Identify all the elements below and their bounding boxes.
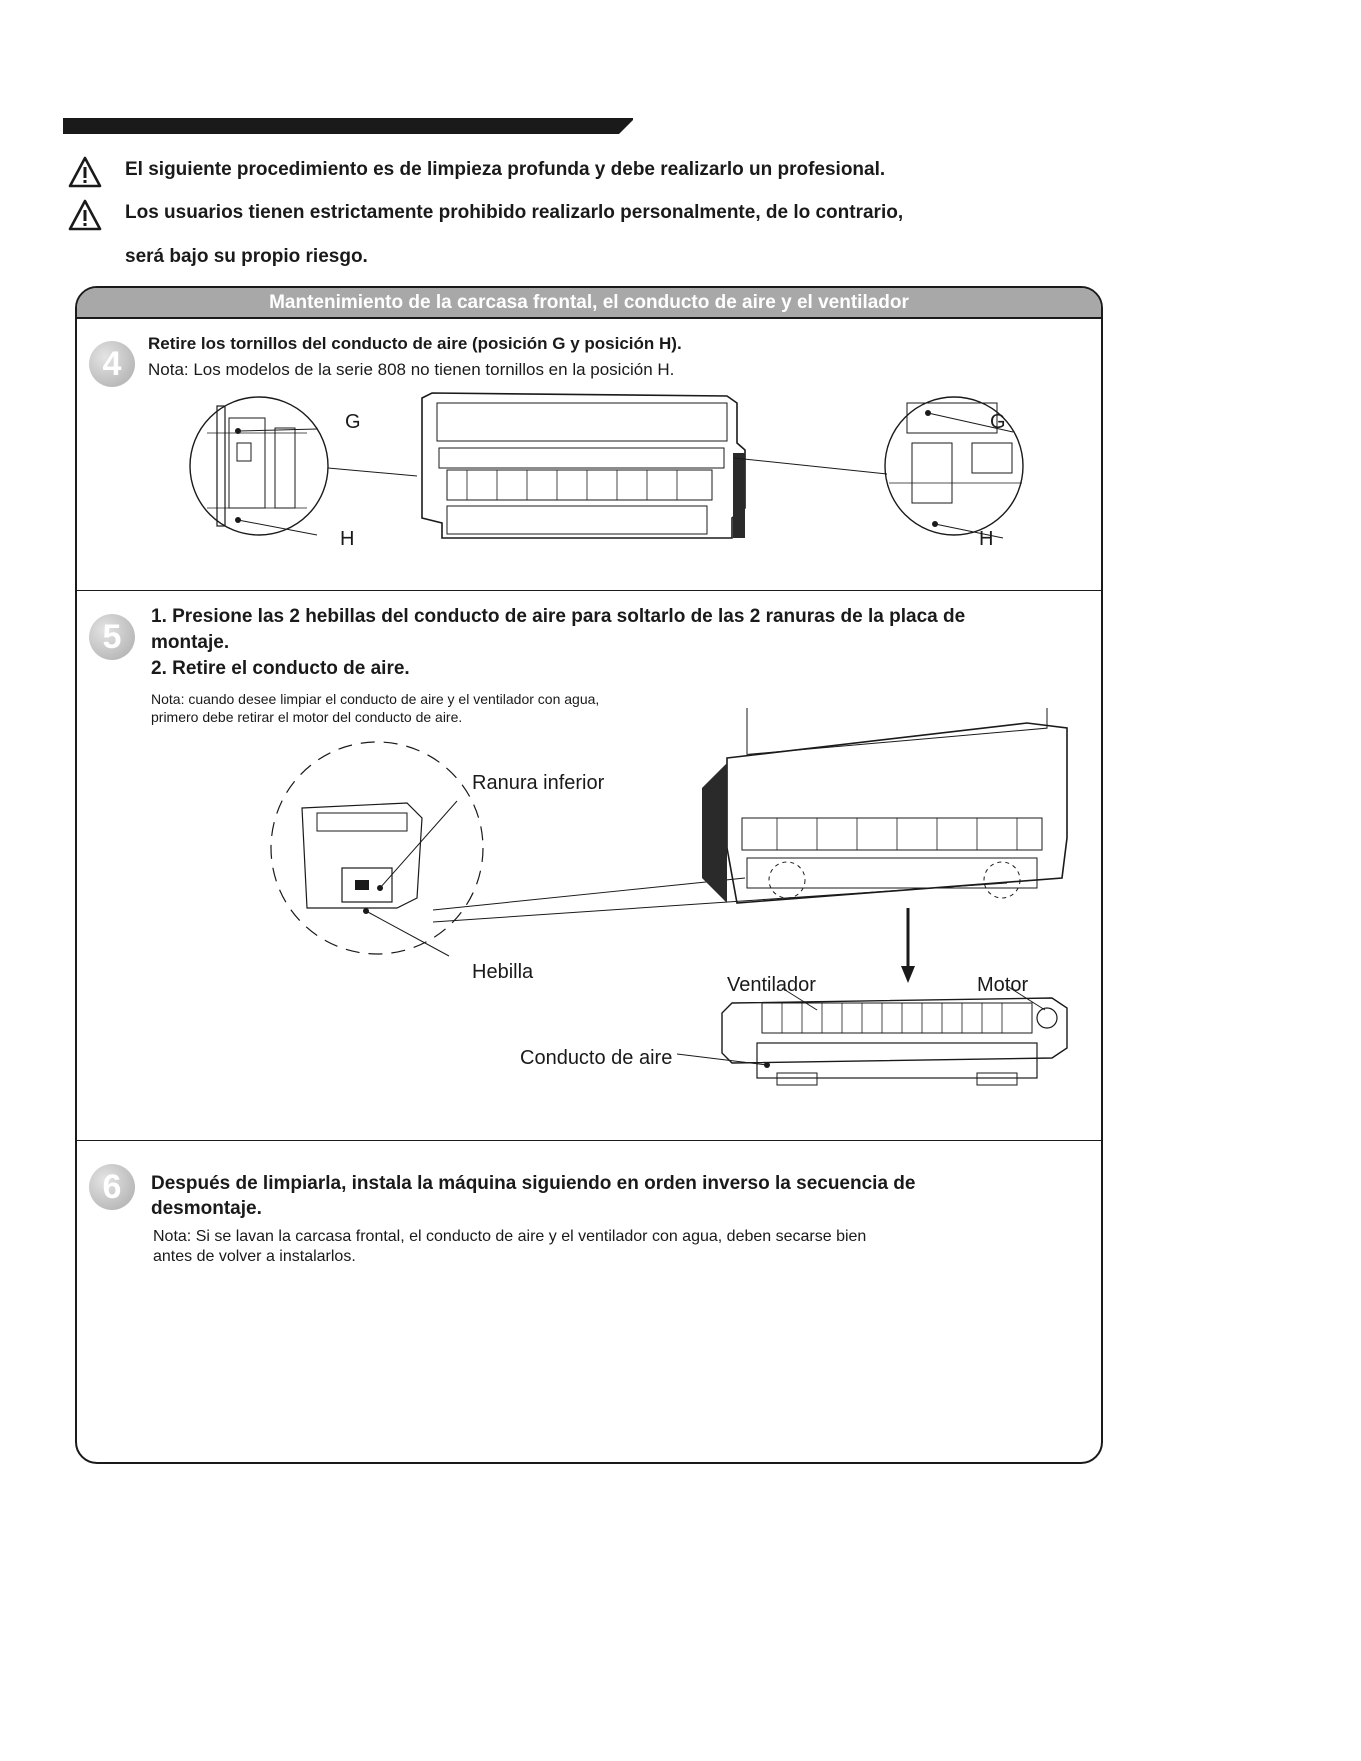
warning-1 [68,159,1068,189]
step-4-note: Nota: Los modelos de la serie 808 no tienen tornillos en la posición H. [148,360,675,379]
step-4-title: Retire los tornillos del conducto de aire (posición G y posición H). [148,334,682,353]
panel-title: Mantenimiento de la carcasa frontal, el conducto de aire y el ventilador [77,288,1101,319]
indoor-unit-open-center [422,393,887,538]
warning-2 [68,202,1068,232]
step-6-note-line2: antes de volver a instalarlos. [153,1248,356,1265]
warning-triangle-icon [68,156,102,188]
step-5-title-line1: 1. Presione las 2 hebillas del conducto de aire para soltarlo de las 2 ranuras de la placa de [151,606,966,627]
label-fan: Ventilador [727,974,816,996]
arrow-down-icon [901,908,915,983]
left-zoom-circle [190,397,417,535]
warning-text: Los usuarios tienen estrictamente prohibido realizarlo personalmente, de lo contrario, [125,202,904,223]
step-6-number: 6 [89,1164,135,1210]
step-5-number: 5 [89,614,135,660]
step-5-title-line3: 2. Retire el conducto de aire. [151,658,410,679]
step-divider [77,590,1101,591]
label-motor: Motor [977,974,1029,996]
header-bar [63,118,633,134]
duct-and-fan [677,986,1067,1085]
step-5-note-line2: primero debe retirar el motor del conducto de aire. [151,709,463,725]
warning-2-continued [68,246,1068,276]
step-divider [77,1140,1101,1141]
warning-text: será bajo su propio riesgo. [125,246,368,267]
label-g-right: G [990,411,1006,433]
label-h-right: H [979,528,994,550]
indoor-unit-open-right [702,708,1067,903]
step-6-title-line1: Después de limpiarla, instala la máquina siguiendo en orden inverso la secuencia de [151,1173,916,1194]
step-6-title-line2: desmontaje. [151,1198,262,1219]
step-4-number: 4 [89,341,135,387]
label-air-duct: Conducto de aire [520,1047,673,1069]
step-5-title-line2: montaje. [151,632,230,653]
warning-text: El siguiente procedimiento es de limpieza profunda y debe realizarlo un profesional. [125,159,886,180]
label-buckle: Hebilla [472,961,534,983]
label-bottom-slot: Ranura inferior [472,772,605,794]
label-h-left: H [340,528,355,550]
step-6-note-line1: Nota: Si se lavan la carcasa frontal, el conducto de aire y el ventilador con agua, deben secarse bien [153,1228,867,1245]
label-g-left: G [345,411,361,433]
maintenance-panel [75,286,1103,1464]
step-4-illustration [77,388,1101,583]
warning-triangle-icon [68,199,102,231]
step-5-note-line1: Nota: cuando desee limpiar el conducto de aire y el ventilador con agua, [151,691,600,707]
